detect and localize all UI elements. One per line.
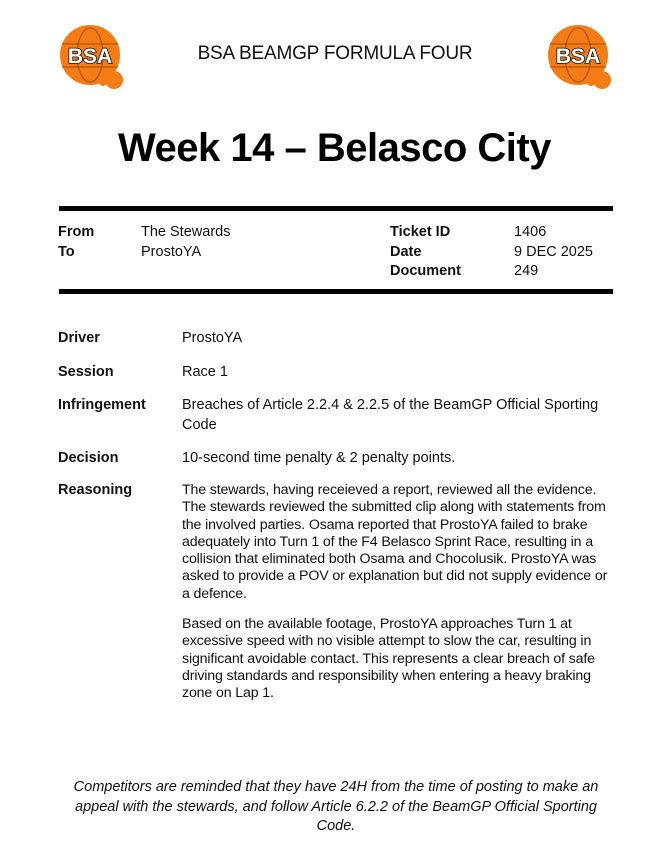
reasoning-paragraph-1: The stewards, having receieved a report, reviewed all the evidence. The stewards reviewed the submitted clip along with statements from the involved parties. Osama reported that ProstoYA failed to brake adequately into Turn 1 of the F4 Belasco Sprint Race, resulting in a collision that eliminated both Osama and Chocolusik. ProstoYA was asked to provide a POV or explanation but did not supply evidence or a defence. bbox=[182, 482, 608, 602]
organization-name: BSA BEAMGP FORMULA FOUR bbox=[197, 43, 473, 64]
bsa-logo-left bbox=[57, 24, 125, 90]
decision-label: Decision bbox=[58, 450, 119, 466]
document-value: 249 bbox=[514, 263, 539, 279]
page-title: Week 14 – Belasco City bbox=[118, 126, 551, 170]
infringement-label: Infringement bbox=[58, 397, 146, 413]
session-value: Race 1 bbox=[182, 364, 228, 380]
date-label: Date bbox=[390, 244, 422, 260]
from-value: The Stewards bbox=[141, 224, 231, 240]
logo-text: BSA bbox=[67, 45, 113, 68]
session-label: Session bbox=[58, 364, 114, 380]
driver-label: Driver bbox=[58, 330, 100, 346]
decision-value: 10-second time penalty & 2 penalty points. bbox=[182, 450, 456, 466]
bsa-logo-right bbox=[545, 24, 613, 90]
to-label: To bbox=[58, 244, 75, 260]
ticket-id-value: 1406 bbox=[514, 224, 547, 240]
footer-notice: Competitors are reminded that they have 24H from the time of posting to make an appeal with the stewards, and follow Article 6.2.2 of the BeamGP Official Sporting Code. bbox=[73, 779, 599, 834]
reasoning-label: Reasoning bbox=[58, 482, 133, 498]
infringement-value: Breaches of Article 2.2.4 & 2.2.5 of the BeamGP Official Sporting Code bbox=[182, 397, 599, 433]
driver-value: ProstoYA bbox=[182, 330, 243, 346]
ticket-id-label: Ticket ID bbox=[390, 224, 451, 240]
logo-text: BSA bbox=[555, 45, 601, 68]
date-value: 9 DEC 2025 bbox=[514, 244, 593, 260]
document-label: Document bbox=[390, 263, 461, 279]
divider-top bbox=[59, 206, 613, 211]
divider-bottom bbox=[59, 289, 613, 294]
reasoning-paragraph-2: Based on the available footage, ProstoYA approaches Turn 1 at excessive speed with no visible attempt to slow the car, resulting in significant avoidable contact. This represents a clear breach of safe driving standards and responsibility when entering a heavy braking zone on Lap 1. bbox=[182, 616, 595, 702]
from-label: From bbox=[58, 224, 95, 240]
to-value: ProstoYA bbox=[141, 244, 202, 260]
